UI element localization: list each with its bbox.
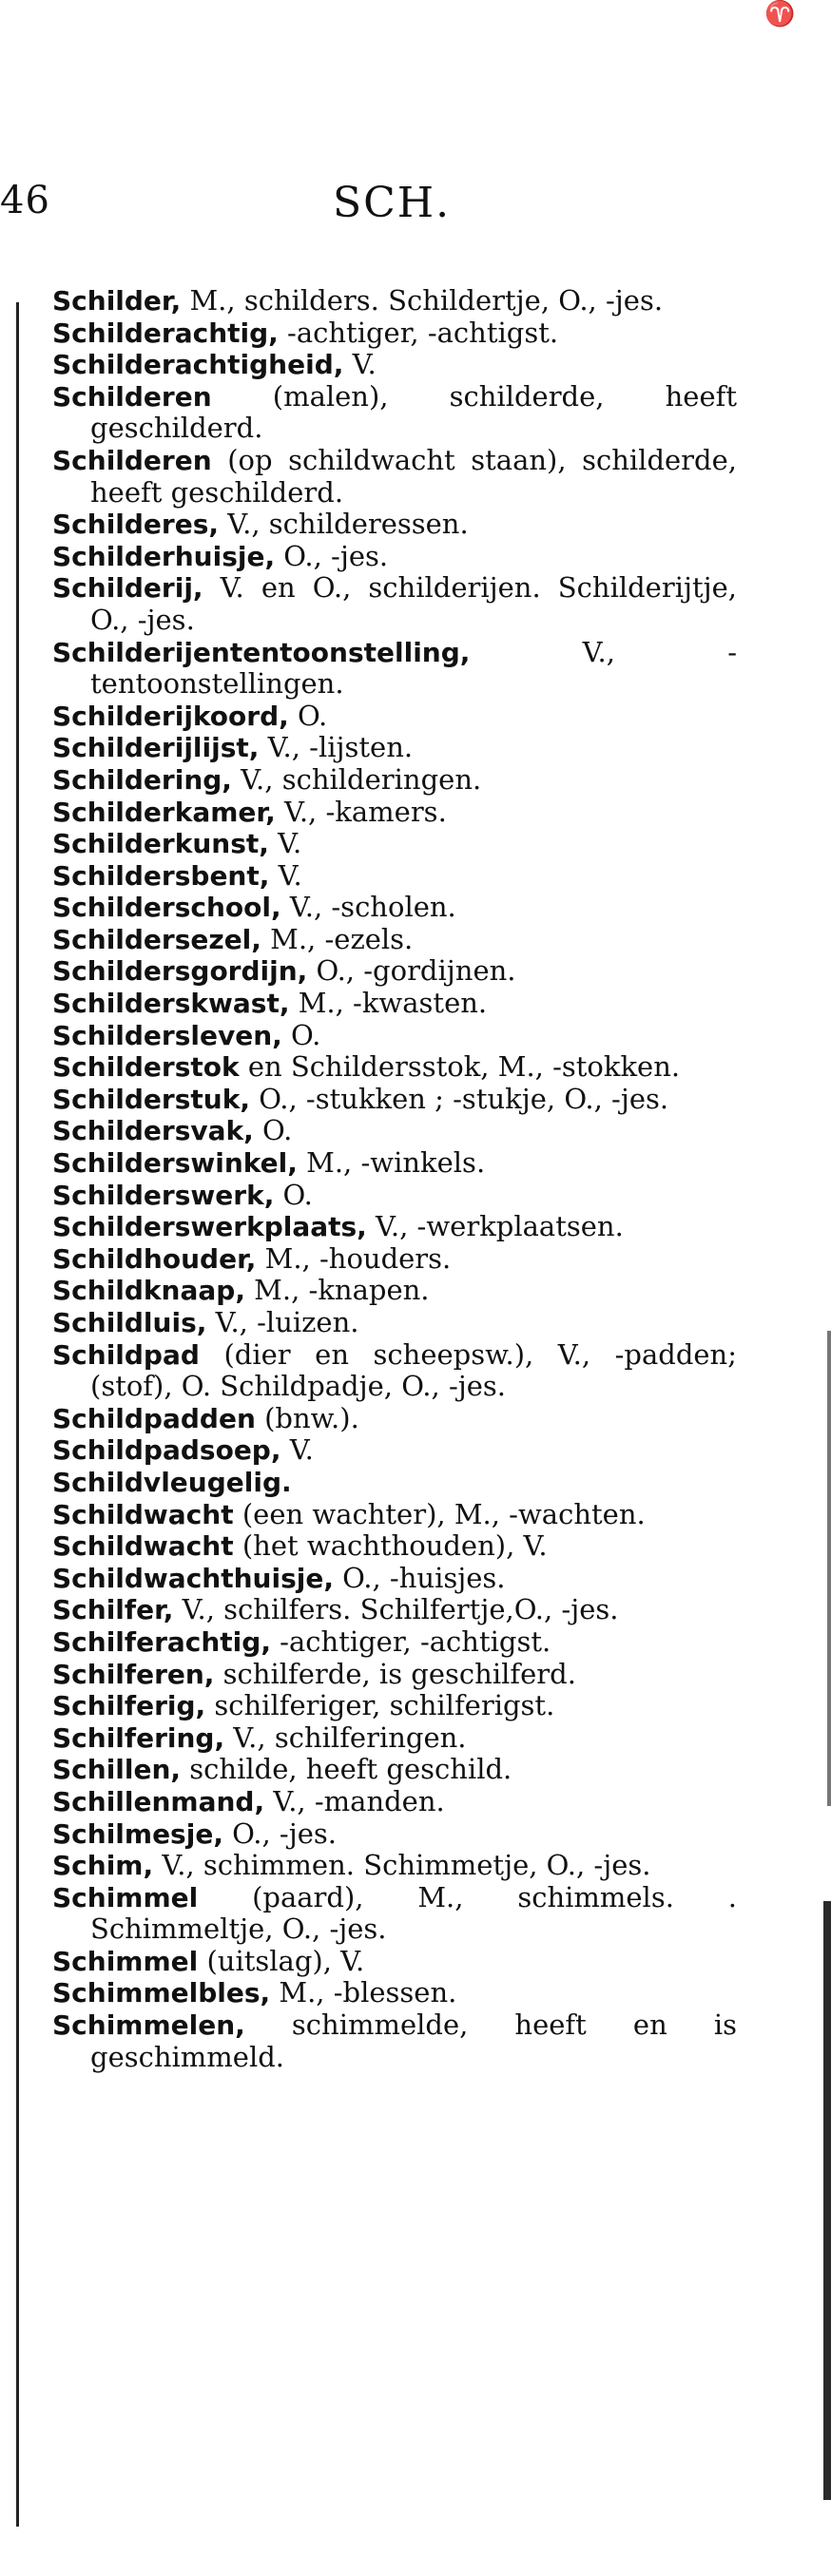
entry-headword: Schimmelen,	[52, 2009, 245, 2042]
dictionary-entry	[52, 445, 737, 509]
entry-headword: Schillenmand,	[52, 1785, 265, 1817]
entry-definition: O.	[281, 1018, 321, 1051]
dictionary-entry	[52, 381, 737, 445]
entry-definition: V., -luizen.	[206, 1306, 359, 1338]
dictionary-entry	[52, 701, 737, 733]
dictionary-entry	[52, 1307, 737, 1339]
entry-headword: Schildpadden	[52, 1402, 256, 1434]
dictionary-entry	[52, 955, 737, 988]
entry-definition: (een wachter), M., -wachten.	[233, 1497, 646, 1530]
dictionary-entry	[52, 2009, 737, 2073]
entry-headword: Schilderachtigheid,	[52, 349, 344, 381]
dictionary-entry	[52, 637, 737, 701]
entry-definition: (dier en scheepsw.), V., -padden; (stof), O. Schildpadje, O., -jes.	[90, 1337, 737, 1403]
dictionary-entry	[52, 1020, 737, 1052]
entry-definition: schilferde, is geschilferd.	[214, 1657, 576, 1690]
dictionary-entry	[52, 1147, 737, 1180]
entry-definition: -achtiger, -achtigst.	[270, 1624, 551, 1658]
entry-headword: Schilferachtig,	[52, 1625, 271, 1658]
dictionary-entries	[52, 285, 737, 2073]
dictionary-entry	[52, 988, 737, 1020]
entry-definition: V.	[280, 1433, 314, 1467]
entry-definition: O., -jes.	[275, 539, 389, 572]
dictionary-entry	[52, 764, 737, 797]
entry-definition: en Schildersstok, M., -stokken.	[239, 1050, 681, 1084]
entry-headword: Schilderhuisje,	[52, 540, 276, 572]
entry-headword: Schilderijententoonstelling,	[52, 636, 471, 668]
dictionary-entry	[52, 1115, 737, 1147]
entry-headword: Schilderij,	[52, 572, 203, 605]
entry-headword: Schilfer,	[52, 1594, 174, 1626]
entry-headword: Schillen,	[52, 1754, 182, 1786]
entry-headword: Schildpadsoep,	[52, 1434, 281, 1467]
entry-headword: Schildluis,	[52, 1307, 207, 1338]
entry-headword: Schilfering,	[52, 1721, 225, 1754]
page-edge-shadow-upper	[827, 1331, 831, 1806]
dictionary-entry	[52, 1339, 737, 1403]
dictionary-entry	[52, 1882, 737, 1946]
entry-definition: V., -tentoonstellingen.	[90, 635, 737, 701]
entry-definition: V., schimmen. Schimmetje, O., -jes.	[153, 1849, 651, 1882]
entry-definition: M., -knapen.	[244, 1274, 430, 1307]
entry-definition: V., -manden.	[264, 1784, 445, 1817]
entry-definition: V., schilfers. Schilfertje,O., -jes.	[173, 1593, 619, 1626]
entry-headword: Schilderachtig,	[52, 317, 279, 349]
entry-headword: Schildersgordijn,	[52, 955, 308, 988]
entry-definition: schilde, heeft geschild.	[181, 1753, 512, 1786]
entry-headword: Schilderswerk,	[52, 1179, 275, 1211]
entry-headword: Schilderijlijst,	[52, 732, 260, 764]
dictionary-entry	[52, 1434, 737, 1467]
column-rule	[16, 302, 19, 2527]
dictionary-entry	[52, 1467, 737, 1499]
entry-headword: Schildwacht	[52, 1498, 234, 1530]
entry-headword: Schilderswinkel,	[52, 1147, 298, 1180]
entry-headword: Schilderskwast,	[52, 988, 290, 1020]
page-number: 46	[0, 179, 50, 222]
dictionary-entry	[52, 1084, 737, 1116]
dictionary-entry	[52, 1850, 737, 1882]
dictionary-entry	[52, 1051, 737, 1084]
entry-headword: Schildwachthuisje,	[52, 1562, 334, 1594]
entry-headword: Schilderkunst,	[52, 828, 269, 860]
entry-definition: M., -winkels.	[297, 1146, 486, 1180]
corner-mark: ♈	[764, 0, 796, 29]
dictionary-entry	[52, 285, 737, 317]
entry-definition: V., schilferingen.	[224, 1721, 467, 1754]
entry-headword: Schilderijkoord,	[52, 700, 289, 732]
dictionary-entry	[52, 924, 737, 956]
entry-headword: Schildersleven,	[52, 1019, 282, 1051]
entry-definition: M., -kwasten.	[289, 987, 488, 1020]
entry-definition: V.	[343, 348, 377, 381]
entry-definition: V., -scholen.	[280, 891, 456, 924]
entry-headword: Schildering,	[52, 763, 232, 796]
entry-definition: V., -lijsten.	[259, 731, 414, 764]
dictionary-entry	[52, 1754, 737, 1786]
dictionary-entry	[52, 1403, 737, 1435]
dictionary-entry	[52, 1180, 737, 1212]
entry-headword: Schimmelbles,	[52, 1977, 271, 2009]
dictionary-entry	[52, 1977, 737, 2009]
entry-definition: (paard), M., schimmels. . Schimmeltje, O., -jes.	[90, 1880, 737, 1946]
entry-definition: (het wachthouden), V.	[233, 1529, 548, 1563]
entry-definition: M., schilders. Schildertje, O., -jes.	[181, 284, 664, 317]
dictionary-entry	[52, 892, 737, 924]
entry-definition: -achtiger, -achtigst.	[278, 316, 559, 349]
dictionary-entry	[52, 1530, 737, 1563]
entry-definition: O.	[253, 1114, 293, 1147]
page-edge-shadow	[823, 1901, 831, 2500]
entry-headword: Schim,	[52, 1850, 154, 1882]
entry-definition: V. en O., schilderijen. Schilderijtje, O., -jes.	[90, 571, 737, 636]
entry-definition: V., -kamers.	[275, 795, 447, 828]
entry-definition: M., -ezels.	[261, 922, 414, 955]
running-head: SCH.	[333, 179, 452, 227]
dictionary-entry	[52, 1243, 737, 1276]
entry-headword: Schilderstuk,	[52, 1083, 250, 1115]
entry-definition: (uitslag), V.	[198, 1944, 365, 1977]
dictionary-entry	[52, 1786, 737, 1818]
entry-definition: V., -werkplaatsen.	[366, 1210, 624, 1243]
dictionary-entry	[52, 860, 737, 893]
entry-definition: (malen), schilderde, heeft geschilderd.	[90, 379, 737, 445]
dictionary-entry	[52, 1659, 737, 1691]
entry-headword: Schilderswerkplaats,	[52, 1211, 367, 1243]
dictionary-entry	[52, 1275, 737, 1307]
entry-definition: schilferiger, schilferigst.	[205, 1689, 555, 1722]
entry-headword: Schilder,	[52, 285, 182, 317]
dictionary-entry	[52, 1946, 737, 1978]
dictionary-entry	[52, 349, 737, 381]
dictionary-entry	[52, 1722, 737, 1755]
dictionary-entry	[52, 509, 737, 541]
dictionary-entry	[52, 541, 737, 573]
entry-definition: O.	[274, 1178, 313, 1211]
dictionary-entry	[52, 732, 737, 764]
entry-headword: Schimmel	[52, 1881, 199, 1913]
dictionary-entry	[52, 1499, 737, 1531]
dictionary-entry	[52, 797, 737, 829]
entry-headword: Schilmesje,	[52, 1817, 223, 1850]
dictionary-entry	[52, 1563, 737, 1595]
entry-definition: O., -stukken ; -stukje, O., -jes.	[249, 1082, 669, 1115]
entry-headword: Schildersezel,	[52, 923, 261, 955]
entry-headword: Schildpad	[52, 1338, 200, 1371]
entry-headword: Schildersvak,	[52, 1115, 254, 1147]
entry-headword: Schildknaap,	[52, 1275, 245, 1307]
dictionary-entry	[52, 1626, 737, 1659]
entry-headword: Schilderen	[52, 444, 212, 476]
entry-definition: (bnw.).	[255, 1401, 359, 1434]
entry-definition: (op schildwacht staan), schilderde, heeft geschilderd.	[90, 443, 737, 509]
entry-definition: V., schilderingen.	[231, 762, 482, 796]
entry-headword: Schilderstok	[52, 1051, 240, 1084]
entry-definition: M., -blessen.	[270, 1976, 457, 2009]
entry-headword: Schilferig,	[52, 1690, 206, 1722]
entry-headword: Schimmel	[52, 1945, 199, 1977]
entry-definition: V.	[268, 827, 302, 860]
entry-headword: Schildhouder,	[52, 1242, 257, 1275]
dictionary-entry	[52, 1690, 737, 1722]
dictionary-entry	[52, 1594, 737, 1626]
entry-headword: Schildersbent,	[52, 859, 270, 892]
entry-definition: O., -gordijnen.	[307, 954, 516, 988]
entry-definition: O., -jes.	[222, 1817, 337, 1850]
entry-headword: Schildwacht	[52, 1530, 234, 1563]
entry-definition: O., -huisjes.	[333, 1561, 506, 1594]
entry-definition: M., -houders.	[256, 1241, 452, 1275]
entry-definition: V.	[269, 858, 302, 892]
entry-headword: Schilderen	[52, 380, 212, 413]
entry-headword: Schilderschool,	[52, 892, 281, 924]
dictionary-entry	[52, 1818, 737, 1851]
dictionary-entry	[52, 572, 737, 636]
entry-headword: Schilderkamer,	[52, 796, 276, 828]
dictionary-entry	[52, 1211, 737, 1243]
entry-definition: schimmelde, heeft en is geschimmeld.	[90, 2009, 737, 2073]
entry-definition: O.	[288, 699, 328, 732]
entry-headword: Schildvleugelig.	[52, 1466, 292, 1498]
entry-headword: Schilderes,	[52, 509, 220, 541]
dictionary-entry	[52, 317, 737, 350]
entry-headword: Schilferen,	[52, 1658, 215, 1690]
entry-definition: V., schilderessen.	[219, 508, 469, 541]
dictionary-entry	[52, 828, 737, 860]
